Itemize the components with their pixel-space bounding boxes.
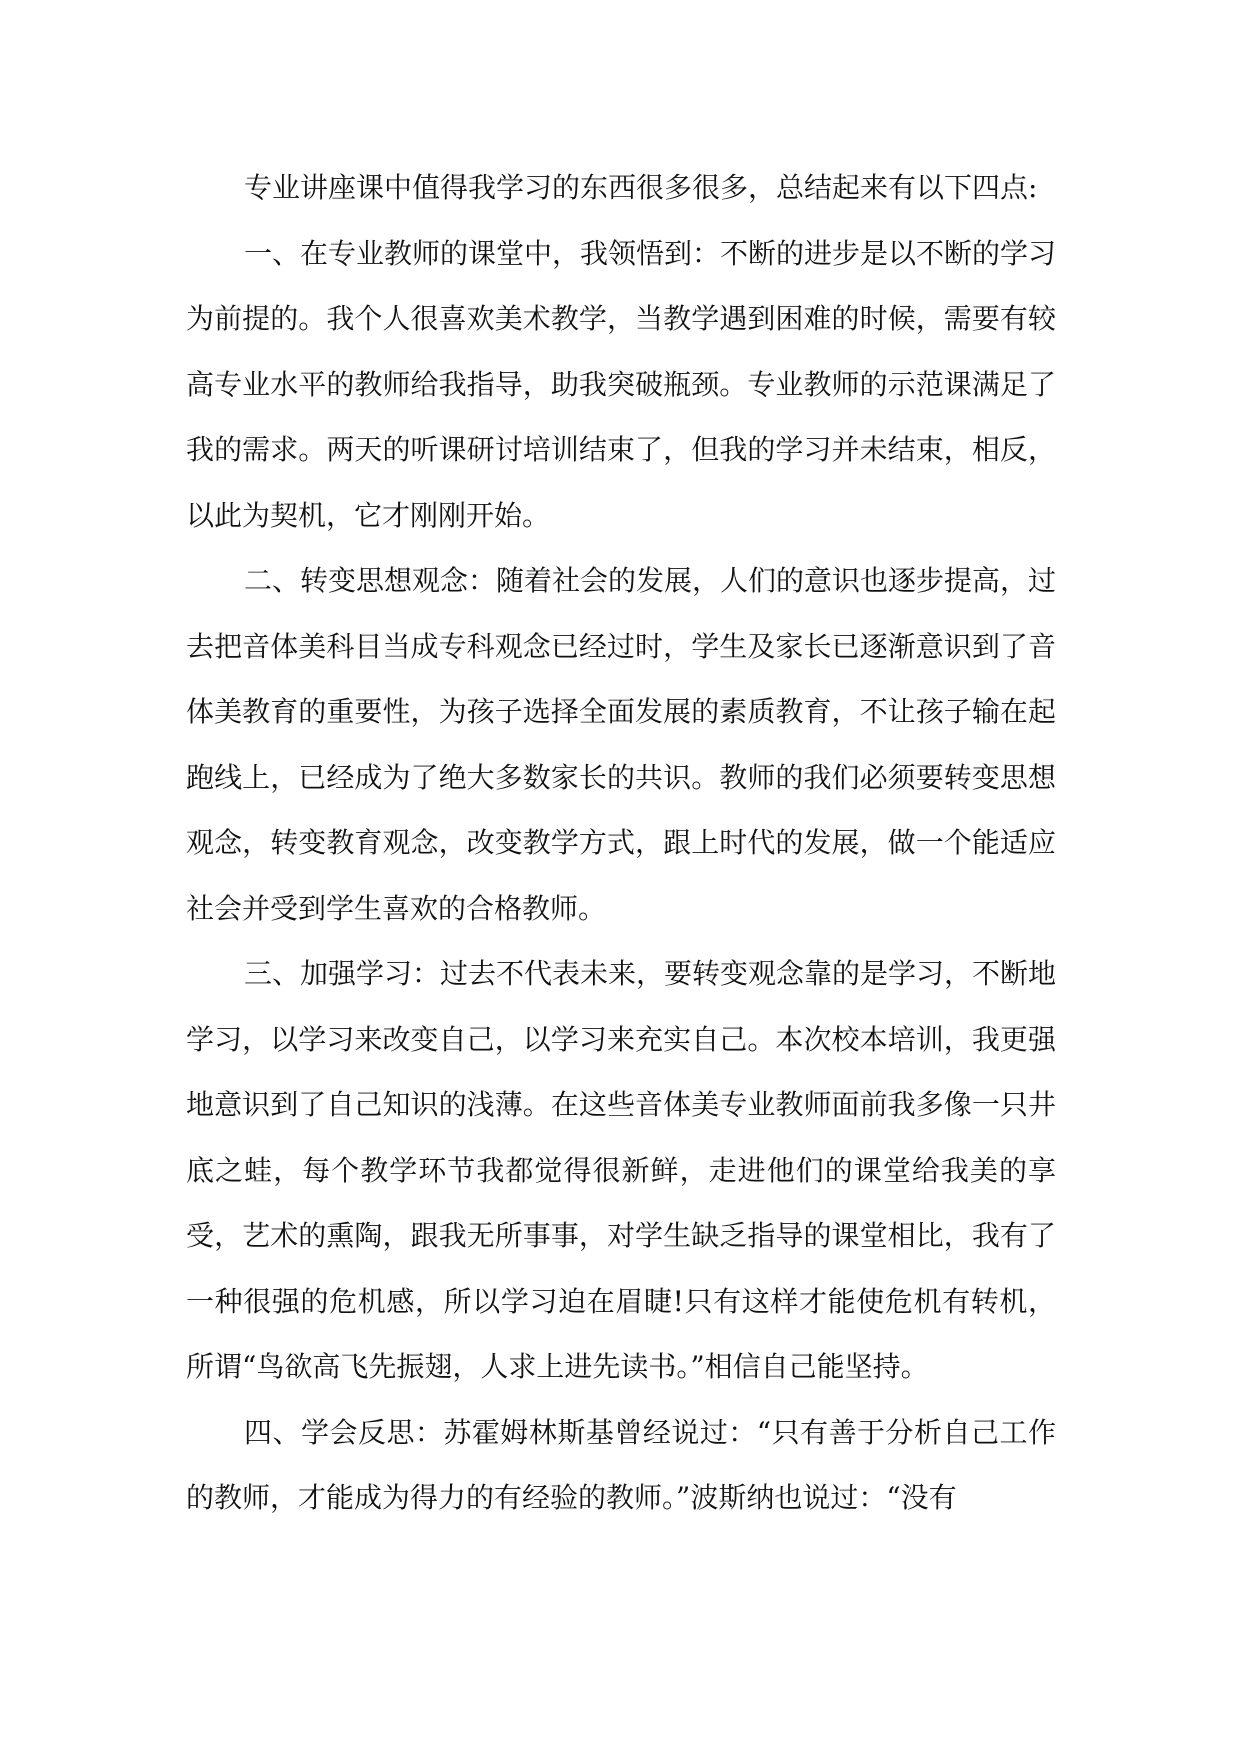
paragraph-point-two: 二、转变思想观念：随着社会的发展，人们的意识也逐步提高，过去把音体美科目当成专科观念已经过时，学生及家长已逐渐意识到了音体美教育的重要性，为孩子选择全面发展的素质教育，不让孩子输在起跑线上，已经成为了绝大多数家长的共识。教师的我们必须要转变思想观念，转变教育观念，改变教学方式，跟上时代的发展，做一个能适应社会并受到学生喜欢的合格教师。 bbox=[186, 564, 1057, 925]
document-body bbox=[186, 155, 1056, 1531]
paragraph-point-four: 四、学会反思：苏霍姆林斯基曾经说过：“只有善于分析自己工作的教师，才能成为得力的有经验的教师。”波斯纳也说过：“没有 bbox=[186, 1415, 1056, 1514]
paragraph-point-one: 一、在专业教师的课堂中，我领悟到：不断的进步是以不断的学习为前提的。我个人很喜欢美术教学，当教学遇到困难的时候，需要有较高专业水平的教师给我指导，助我突破瓶颈。专业教师的示范课满足了我的需求。两天的听课研讨培训结束了，但我的学习并未结束，相反，以此为契机，它才刚刚开始。 bbox=[186, 236, 1057, 532]
paragraph-intro: 专业讲座课中值得我学习的东西很多很多，总结起来有以下四点: bbox=[244, 171, 1038, 204]
paragraph-point-three: 三、加强学习：过去不代表未来，要转变观念靠的是学习，不断地学习，以学习来改变自己，以学习来充实自己。本次校本培训，我更强地意识到了自己知识的浅薄。在这些音体美专业教师面前我多像一只井底之蛙，每个教学环节我都觉得很新鲜，走进他们的课堂给我美的享受，艺术的熏陶，跟我无所事事，对学生缺乏指导的课堂相比，我有了一种很强的危机感，所以学习迫在眉睫!只有这样才能使危机有转机，所谓“鸟欲高飞先振翅，人求上进先读书。”相信自己能坚持。 bbox=[186, 957, 1057, 1383]
